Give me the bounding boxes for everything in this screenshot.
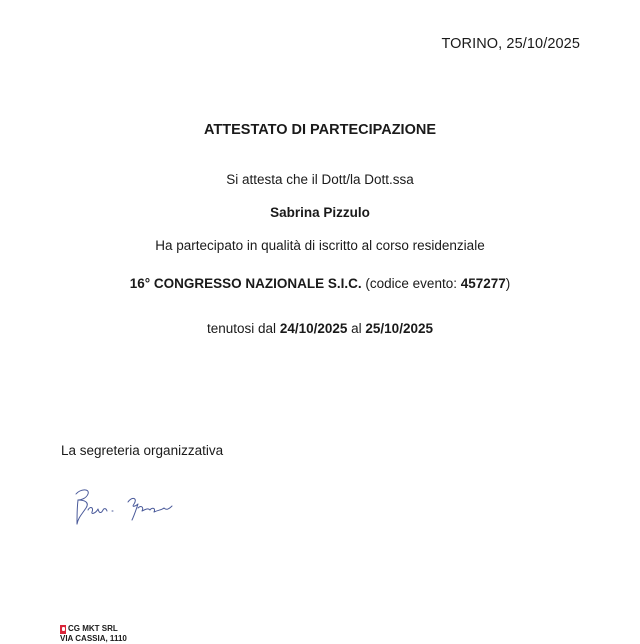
footer-address: VIA CASSIA, 1110 bbox=[60, 634, 127, 643]
document-title: ATTESTATO DI PARTECIPAZIONE bbox=[204, 122, 436, 138]
cg-mkt-logo-icon bbox=[60, 625, 66, 634]
signature-icon bbox=[68, 480, 198, 530]
attestation-line: Si attesta che il Dott/la Dott.ssa bbox=[226, 172, 414, 187]
footer bbox=[60, 624, 127, 644]
event-name: 16° CONGRESSO NAZIONALE S.I.C. bbox=[129, 276, 362, 291]
event-code-prefix: (codice evento: bbox=[361, 276, 461, 291]
dates-middle: al bbox=[347, 321, 366, 336]
participant-name: Sabrina Pizzulo bbox=[270, 205, 370, 220]
event-dates-line bbox=[0, 321, 640, 336]
participation-line: Ha partecipato in qualità di iscritto al corso residenziale bbox=[155, 238, 485, 253]
event-line bbox=[0, 276, 640, 291]
footer-company: CG MKT SRL bbox=[68, 624, 118, 633]
event-code: 457277 bbox=[460, 276, 506, 291]
secretariat-label: La segreteria organizzativa bbox=[61, 443, 224, 458]
dates-prefix: tenutosi dal bbox=[207, 321, 280, 336]
place-date: TORINO, 25/10/2025 bbox=[441, 36, 580, 52]
end-date: 25/10/2025 bbox=[365, 321, 433, 336]
footer-company-row bbox=[60, 624, 127, 634]
event-code-suffix: ) bbox=[505, 276, 511, 291]
start-date: 24/10/2025 bbox=[279, 321, 348, 336]
